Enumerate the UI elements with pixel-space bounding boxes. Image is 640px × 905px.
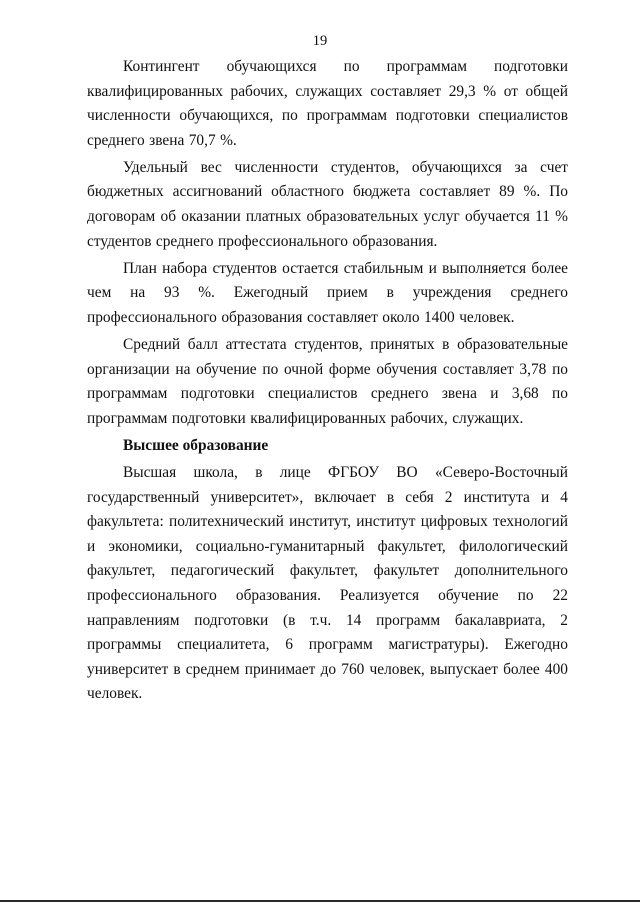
paragraph-enrollment-plan: План набора студентов остается стабильным и выполняется более чем на 93 %. Ежегодный прием в учреждения среднего профессионального образования составляет около 1400 человек. — [87, 259, 568, 326]
paragraph-budget-share: Удельный вес численности студентов, обучающихся за счет бюджетных ассигнований областного бюджета составляет 89 %. По договорам об оказании платных образовательных услуг обучается 11 % студентов среднего профессионального образования. — [87, 158, 568, 250]
page-number: 19 — [312, 33, 328, 49]
bottom-scan-line — [0, 900, 640, 902]
paragraph-average-score: Средний балл аттестата студентов, принятых в образовательные организации на обучение по очной форме обучения составляет 3,78 по программам подготовки специалистов среднего звена и 3,68 по программам подготовки квалифицированных рабочих, служащих. — [87, 336, 568, 427]
paragraph-higher-school: Высшая школа, в лице ФГБОУ ВО «Северо-Восточный государственный университет», включает в себя 2 института и 4 факультета: политехнический институт, институт цифровых технологий и экономики, социально-гуманитарный факультет, филологический факультет, педагогический факультет, факультет дополнительного профессионального образования. Реализуется обучение по 22 направлениям подготовки (в т.ч. 14 программ бакалавриата, 2 программы специалитета, 6 программ магистратуры). Ежегодно университет в среднем принимает до 760 человек, выпускает более 400 человек. — [87, 464, 568, 703]
paragraph-contingent: Контингент обучающихся по программам подготовки квалифицированных рабочих, служащих составляет 29,3 % от общей численности обучающихся, по программам подготовки специалистов среднего звена 70,7 %. — [87, 58, 568, 149]
document-body — [87, 55, 568, 709]
section-heading-higher-education: Высшее образование — [123, 436, 269, 454]
